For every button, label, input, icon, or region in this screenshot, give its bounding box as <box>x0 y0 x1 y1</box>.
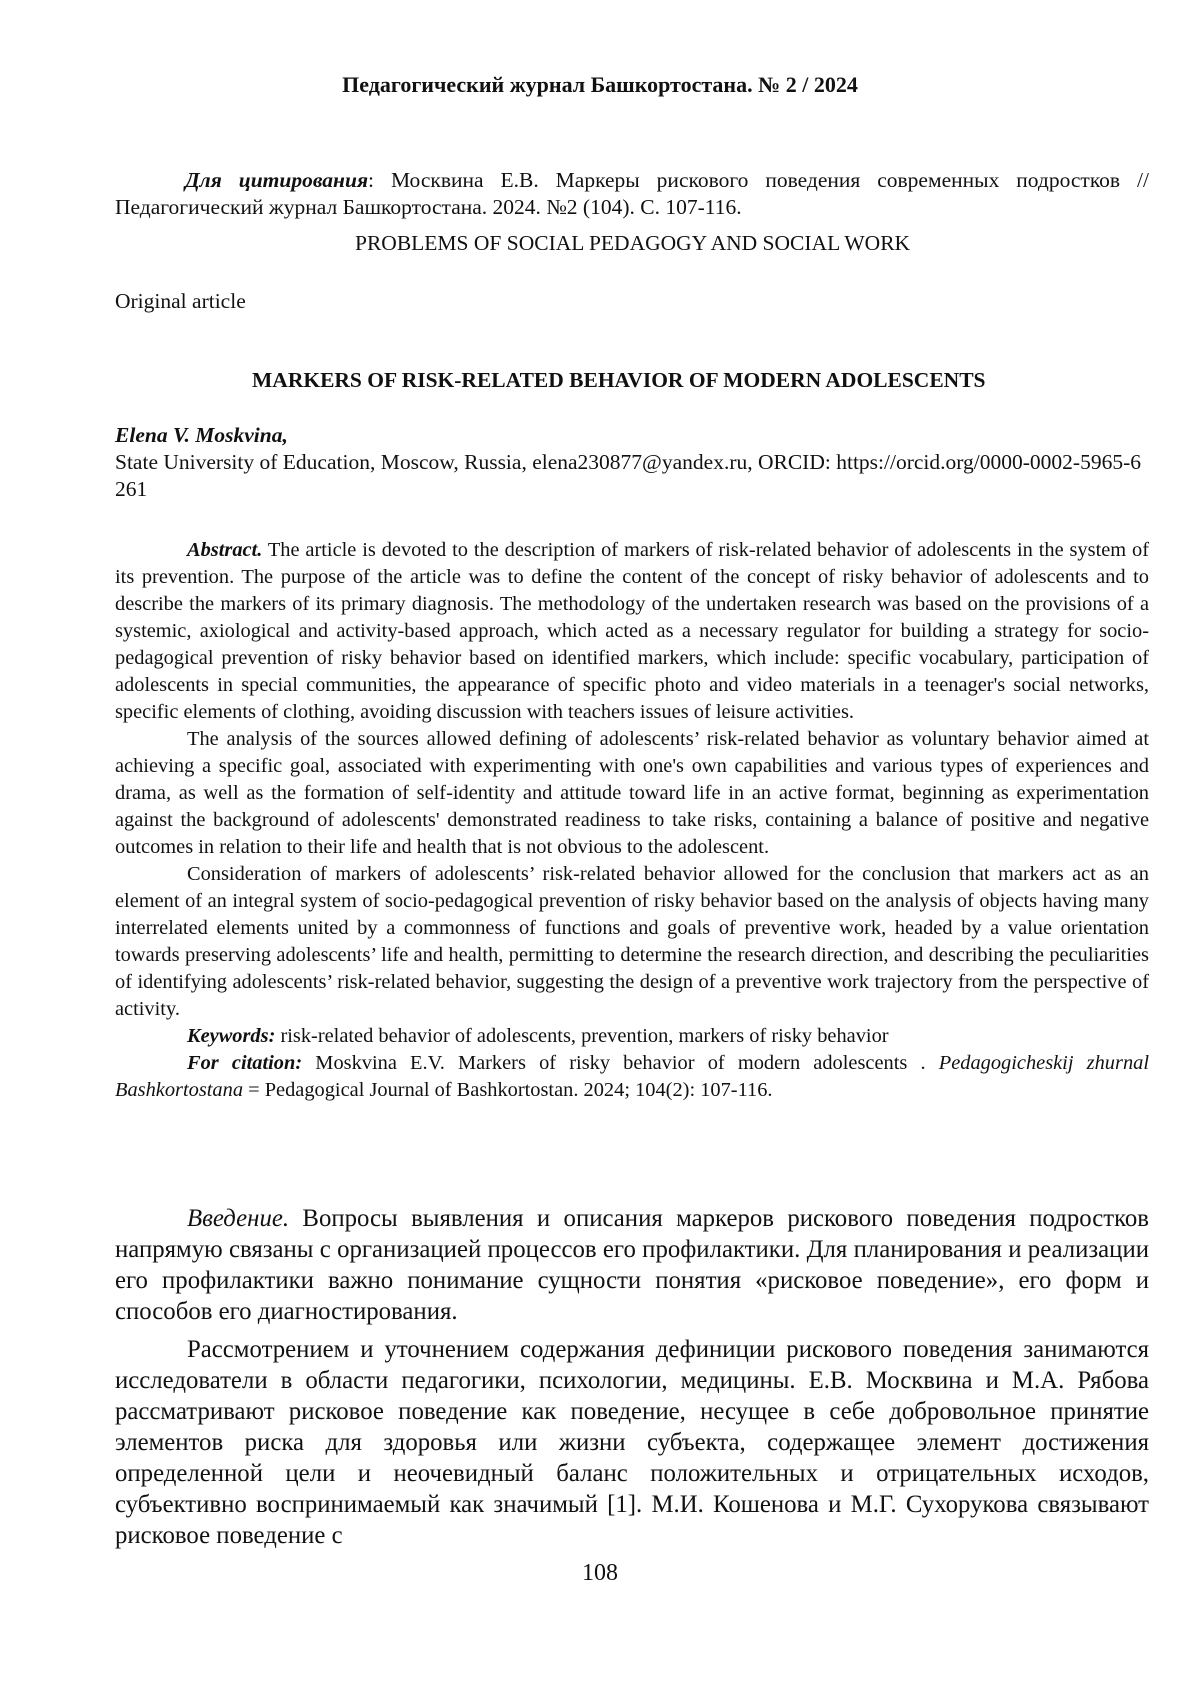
author-affiliation: State University of Education, Moscow, Russia, elena230877@yandex.ru, ORCID: https://orcid.org/0000-0002-5965-6261 <box>115 450 1141 501</box>
citation-ru-text: : Москвина Е.В. Маркеры рискового поведения современных подростков // Педагогический журнал Башкортостана. 2024. №2 (104). С. 107-116. <box>115 168 1149 219</box>
intro-p2: Рассмотрением и уточнением содержания дефиниции рискового поведения занимаются исследователи в области педагогики, психологии, медицины. Е.В. Москвина и М.А. Рябова рассматривают рисковое поведение как поведение, несущее в себе добровольное принятие элементов риска для здоровья или жизни субъекта, содержащее элемент достижения определенной цели и неочевидный баланс положительных и отрицательных исходов, субъективно воспринимаемый как значимый [1]. М.И. Кошенова и М.Г. Сухорукова связывают рисковое поведение с <box>115 1336 1149 1549</box>
intro-block <box>115 1203 1149 1551</box>
citation-ru-label: Для цитирования <box>185 168 369 192</box>
journal-header: Педагогический журнал Башкортостана. № 2 / 2024 <box>342 72 858 97</box>
citation-en-label: For citation: <box>187 1052 303 1074</box>
citation-en-text-a: Moskvina E.V. Markers of risky behavior of modern adolescents . <box>302 1052 939 1074</box>
keywords-text: risk-related behavior of adolescents, prevention, markers of risky behavior <box>275 1025 889 1047</box>
author-name: Elena V. Moskvina, <box>115 423 288 447</box>
section-title: PROBLEMS OF SOCIAL PEDAGOGY AND SOCIAL WORK <box>355 231 911 255</box>
citation-ru <box>115 167 1149 221</box>
abstract-p2: The analysis of the sources allowed defining of adolescents’ risk-related behavior as voluntary behavior aimed at achieving a specific goal, associated with experimenting with one's own capabilities and various types of experiences and drama, as well as the formation of self-identity and attitude toward life in an active format, beginning as experimentation against the background of adolescents' demonstrated readiness to take risks, containing a balance of positive and negative outcomes in relation to their life and health that is not obvious to the adolescent. <box>115 728 1149 858</box>
intro-label: Введение. <box>187 1205 290 1232</box>
page-number: 108 <box>582 1560 618 1586</box>
abstract-block <box>115 537 1149 1104</box>
abstract-p1 <box>115 537 1149 726</box>
citation-en <box>115 1050 1149 1104</box>
intro-p1-text: Вопросы выявления и описания маркеров рискового поведения подростков напрямую связаны с организацией процессов его профилактики. Для планирования и реализации его профилактики важно понимание сущности понятия «рисковое поведение», его форм и способов его диагностирования. <box>115 1205 1149 1325</box>
citation-en-journal: Pedagogicheskij zhurnal Bashkortostana <box>115 1052 1149 1101</box>
abstract-label: Abstract. <box>187 539 263 561</box>
keywords <box>115 1023 1149 1050</box>
citation-en-text-b: = Pedagogical Journal of Bashkortostan. 2024; 104(2): 107-116. <box>243 1079 773 1101</box>
article-type: Original article <box>115 289 246 313</box>
abstract-p3: Consideration of markers of adolescents’ risk-related behavior allowed for the conclusion that markers act as an element of an integral system of socio-pedagogical prevention of risky behavior based on the analysis of objects having many interrelated elements united by a commonness of functions and goals of preventive work, headed by a value orientation towards preserving adolescents’ life and health, permitting to determine the research direction, and describing the peculiarities of identifying adolescents’ risk-related behavior, suggesting the design of a preventive work trajectory from the perspective of activity. <box>115 863 1149 1020</box>
abstract-p1-text: The article is devoted to the description of markers of risk-related behavior of adolescents in the system of its prevention. The purpose of the article was to define the content of the concept of risky behavior of adolescents and to describe the markers of its primary diagnosis. The methodology of the undertaken research was based on the provisions of a systemic, axiological and activity-based approach, which acted as a necessary regulator for building a strategy for socio-pedagogical prevention of risky behavior based on identified markers, which include: specific vocabulary, participation of adolescents in special communities, the appearance of specific photo and video materials in a teenager's social networks, specific elements of clothing, avoiding discussion with teachers issues of leisure activities. <box>115 539 1149 723</box>
keywords-label: Keywords: <box>187 1025 276 1047</box>
article-title: MARKERS OF RISK-RELATED BEHAVIOR OF MODERN ADOLESCENTS <box>252 368 986 392</box>
intro-p1 <box>115 1203 1149 1327</box>
